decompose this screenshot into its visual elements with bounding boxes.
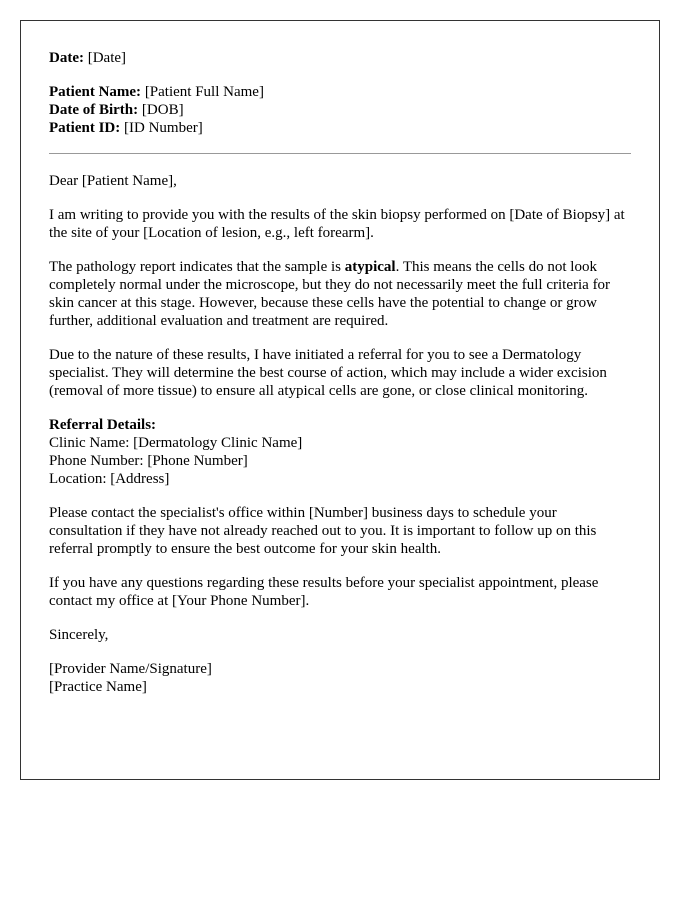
paragraph-pathology xyxy=(49,258,631,330)
dob-label: Date of Birth: xyxy=(49,102,139,118)
date-value: [Date] xyxy=(83,50,127,66)
patient-id-label: Patient ID: xyxy=(49,120,121,136)
patient-id-value: [ID Number] xyxy=(120,120,203,136)
pathology-atypical-emphasis: atypical xyxy=(344,259,396,275)
letter-page xyxy=(20,20,660,780)
patient-name-label: Patient Name: xyxy=(49,84,142,100)
paragraph-biopsy-results: I am writing to provide you with the results of the skin biopsy performed on [Date of Biopsy] at the site of your [Location of lesion, e.g., left forearm]. xyxy=(49,207,625,241)
referral-details-block xyxy=(49,416,631,488)
referral-heading-text: Referral Details: xyxy=(49,417,157,433)
date-label: Date: xyxy=(49,50,84,66)
referral-heading xyxy=(49,416,631,434)
provider-signature: [Provider Name/Signature] xyxy=(49,661,212,677)
pathology-text-after: . This means the cells do not look completely normal under the microscope, but they do not necessarily meet the full criteria for skin cancer at this stage. However, because these cells have the potential to change or grow further, additional evaluation and treatment are required. xyxy=(49,259,611,329)
patient-info-block xyxy=(49,83,631,137)
signature-block xyxy=(49,660,631,696)
paragraph-contact-specialist: Please contact the specialist's office within [Number] business days to schedule your consultation if they have not already reached out to you. It is important to follow up on this referral promptly to ensure the best outcome for your skin health. xyxy=(49,505,597,557)
header-divider xyxy=(49,153,631,154)
paragraph-referral-intro: Due to the nature of these results, I have initiated a referral for you to see a Dermatology specialist. They will determine the best course of action, which may include a wider excision (removal of more tissue) to ensure all atypical cells are gone, or close clinical monitoring. xyxy=(49,347,607,399)
paragraph-questions: If you have any questions regarding these results before your specialist appointment, please contact my office at [Your Phone Number]. xyxy=(49,575,599,609)
pathology-text-before: The pathology report indicates that the sample is xyxy=(49,259,345,275)
date-line xyxy=(49,49,631,67)
closing: Sincerely, xyxy=(49,627,109,643)
referral-clinic-name: Clinic Name: [Dermatology Clinic Name] xyxy=(49,435,303,451)
patient-name-value: [Patient Full Name] xyxy=(141,84,264,100)
patient-name-line xyxy=(49,83,631,101)
referral-phone-number: Phone Number: [Phone Number] xyxy=(49,453,248,469)
patient-id-line xyxy=(49,119,631,137)
referral-location: Location: [Address] xyxy=(49,471,170,487)
dob-line xyxy=(49,101,631,119)
dob-value: [DOB] xyxy=(138,102,184,118)
salutation: Dear [Patient Name], xyxy=(49,173,177,189)
practice-name: [Practice Name] xyxy=(49,679,147,695)
